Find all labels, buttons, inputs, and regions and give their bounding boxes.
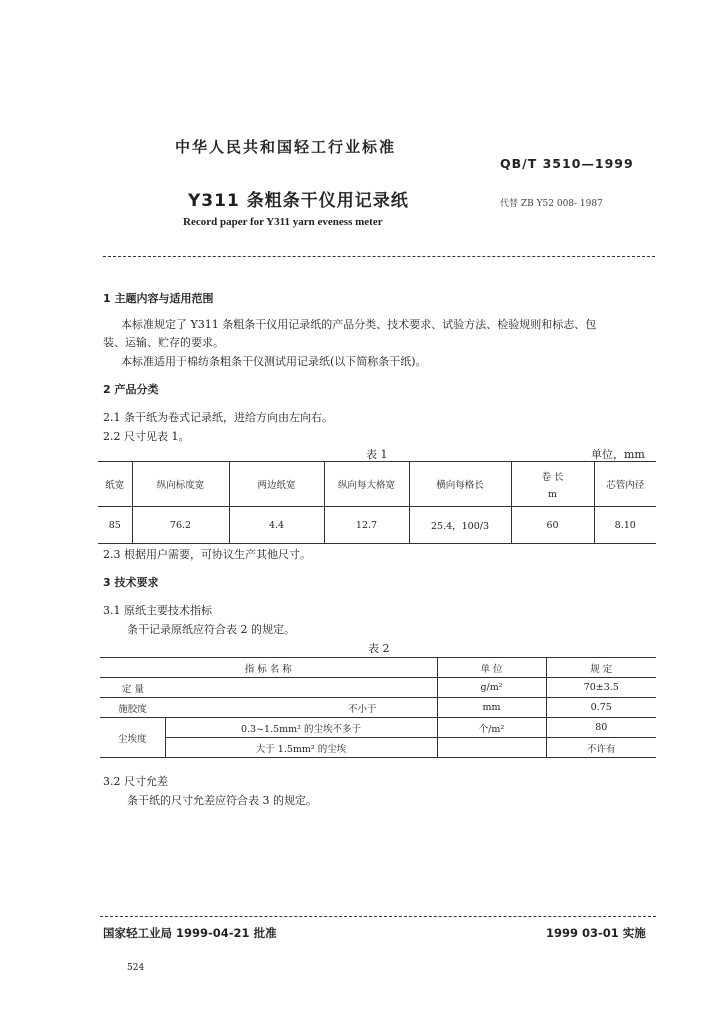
section-1-para2: 本标准适用于棉纺条粗条干仪测试用记录纸(以下简称条干纸)。 — [121, 355, 427, 368]
header-divider — [103, 256, 655, 257]
section-1-heading: 1 主题内容与适用范围 — [103, 292, 214, 305]
table-header-cell-length — [511, 462, 594, 507]
page-number: 524 — [127, 963, 145, 973]
table-row — [98, 507, 656, 544]
item-3-1: 3.1 原纸主要技术指标 — [103, 604, 212, 617]
table-cell: 76.2 — [132, 507, 229, 544]
table-header-cell: 纵向每大格宽 — [324, 462, 409, 507]
table-cell: 4.4 — [229, 507, 324, 544]
replaces-note: 代替 ZB Y52 008- 1987 — [500, 199, 603, 209]
table-header-cell: 指 标 名 称 — [100, 658, 437, 678]
footer-divider — [100, 916, 656, 917]
table-header-cell: 纵向标度宽 — [132, 462, 229, 507]
table-header-cell: 单 位 — [437, 658, 546, 678]
document-title: Y311 条粗条干仪用记录纸 — [188, 191, 409, 211]
table-cell: 尘埃度 — [100, 718, 165, 758]
table-cell: 不小于 — [165, 698, 437, 718]
section-2-heading: 2 产品分类 — [103, 383, 159, 396]
table-cell: 施胶度 — [100, 698, 165, 718]
table-header-cell: 芯管内径 — [594, 462, 656, 507]
table-cell: 25.4，100/3 — [409, 507, 511, 544]
table-header-row — [100, 658, 656, 678]
item-3-2: 3.2 尺寸允差 — [103, 775, 168, 788]
table-cell: 70±3.5 — [546, 678, 656, 698]
table-cell: mm — [437, 698, 546, 718]
table-1 — [98, 461, 656, 544]
table-cell: 0.75 — [546, 698, 656, 718]
effective-date: 1999 03-01 实施 — [546, 926, 646, 940]
table-cell: 个/m² — [437, 718, 546, 738]
table-row — [100, 678, 656, 698]
table-header-cell: 两边纸宽 — [229, 462, 324, 507]
table-header-cell: 规 定 — [546, 658, 656, 678]
item-3-1-text: 条干记录原纸应符合表 2 的规定。 — [127, 623, 295, 636]
table-row — [100, 698, 656, 718]
table-header-row — [98, 462, 656, 507]
section-1-para1-line2: 装、运输、贮存的要求。 — [103, 336, 224, 349]
item-3-2-text: 条干纸的尺寸允差应符合表 3 的规定。 — [127, 794, 317, 807]
section-3-heading: 3 技术要求 — [103, 576, 159, 589]
standard-code: QB/T 3510—1999 — [500, 156, 634, 171]
table-cell: 不许有 — [546, 738, 656, 758]
table-cell: 8.10 — [594, 507, 656, 544]
standard-category: 中华人民共和国轻工行业标准 — [175, 138, 397, 156]
table-row — [100, 738, 656, 758]
table-2 — [100, 657, 656, 758]
item-2-3: 2.3 根据用户需要，可协议生产其他尺寸。 — [103, 548, 311, 561]
table-header-length-label: 卷 长 — [541, 471, 564, 483]
section-1-para1-line1: 本标准规定了 Y311 条粗条干仪用记录纸的产品分类、技术要求、试验方法、检验规则和标志、包 — [121, 318, 597, 331]
table-1-caption: 表 1 — [366, 448, 388, 461]
table-1-unit: 单位，mm — [591, 448, 645, 461]
table-cell — [437, 738, 546, 758]
table-2-caption: 表 2 — [368, 642, 390, 655]
table-cell: 12.7 — [324, 507, 409, 544]
table-header-cell: 横向每格长 — [409, 462, 511, 507]
table-cell: 定 量 — [100, 678, 437, 698]
table-cell: 0.3~1.5mm² 的尘埃不多于 — [165, 718, 437, 738]
table-cell: g/m² — [437, 678, 546, 698]
table-cell: 85 — [98, 507, 132, 544]
approval-date: 国家轻工业局 1999-04-21 批准 — [103, 926, 277, 940]
table-cell: 大于 1.5mm² 的尘埃 — [165, 738, 437, 758]
table-row — [100, 718, 656, 738]
table-cell: 80 — [546, 718, 656, 738]
table-header-length-unit: m — [547, 488, 557, 500]
item-2-1: 2.1 条干纸为卷式记录纸，进给方向由左向右。 — [103, 411, 333, 424]
item-2-2: 2.2 尺寸见表 1。 — [103, 430, 190, 443]
english-title: Record paper for Y311 yarn eveness meter — [183, 216, 383, 228]
table-header-cell: 纸宽 — [98, 462, 132, 507]
table-cell: 60 — [511, 507, 594, 544]
